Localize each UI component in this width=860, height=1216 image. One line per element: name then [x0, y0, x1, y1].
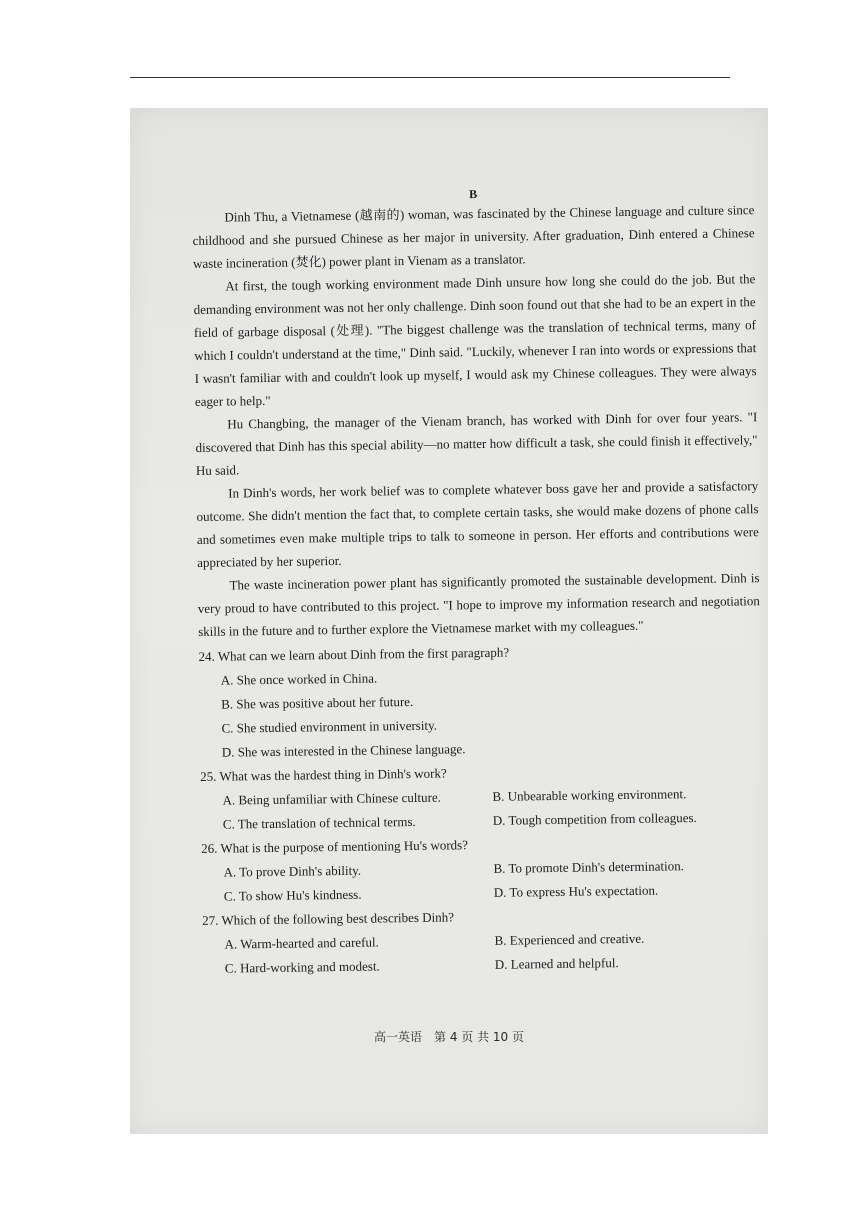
passage-paragraph-3: Hu Changbing, the manager of the Vienam branch, has worked with Dinh for over four years. "I discovered that Dinh has this special ability—no matter how difficult a task, she could finish it effectively," Hu said.	[195, 409, 758, 478]
option-b: B. To promote Dinh's determination.	[493, 858, 684, 876]
passage-paragraph-1: Dinh Thu, a Vietnamese (越南的) woman, was fascinated by the Chinese language and culture since childhood and she pursued Chinese as her major in university. After graduation, Dinh entered a Chinese waste incineration (焚化) power plant in Vienam as a translator.	[192, 202, 755, 271]
question-26	[201, 829, 764, 909]
passage-content	[192, 182, 765, 981]
option-a: A. She once worked in China.	[220, 670, 378, 688]
question-stem: 25. What was the hardest thing in Dinh's work?	[200, 765, 447, 784]
option-d: D. To express Hu's expectation.	[493, 882, 659, 900]
question-27	[202, 901, 765, 981]
exam-page-photo	[130, 108, 768, 1134]
option-d: D. Learned and helpful.	[494, 955, 619, 972]
question-25	[200, 757, 763, 837]
option-b: B. Unbearable working environment.	[492, 786, 687, 804]
option-d: D. Tough competition from colleagues.	[492, 810, 697, 828]
question-list	[198, 637, 765, 981]
option-c: C. She studied environment in university.	[221, 717, 438, 736]
option-a: A. To prove Dinh's ability.	[223, 862, 362, 880]
question-stem: 27. Which of the following best describes Dinh?	[202, 909, 455, 928]
section-label: B	[468, 187, 478, 202]
passage-paragraph-2: At first, the tough working environment made Dinh unsure how long she could do the job. But the demanding environment was not her only challenge. Dinh soon found out that she had to be an expert in the field of garbage disposal (处理). "The biggest challenge was the translation of technical terms, many of which I couldn't understand at the time," Dinh said. "Luckily, whenever I ran into words or expressions that I wasn't familiar with and couldn't look up myself, I would ask my Chinese colleagues. They were always eager to help."	[193, 271, 757, 409]
option-b: B. She was positive about her future.	[221, 693, 414, 712]
option-b: B. Experienced and creative.	[494, 930, 645, 948]
page-footer: 高一英语 第 4 页 共 10 页	[374, 1030, 524, 1044]
question-stem: 26. What is the purpose of mentioning Hu's words?	[201, 837, 469, 856]
question-stem: 24. What can we learn about Dinh from the first paragraph?	[198, 644, 510, 664]
option-c: C. To show Hu's kindness.	[223, 886, 362, 904]
option-a: A. Being unfamiliar with Chinese culture.	[222, 789, 442, 808]
top-divider-line	[130, 77, 730, 78]
question-24	[198, 637, 762, 765]
passage-paragraph-4: In Dinh's words, her work belief was to complete whatever boss gave her and provide a satisfactory outcome. She didn't mention the fact that, to complete certain tasks, she would make dozens of phone calls and sometimes even make multiple trips to talk to someone in person. Her efforts and contributions were appreciated by her superior.	[196, 478, 759, 570]
option-a: A. Warm-hearted and careful.	[224, 934, 379, 952]
option-c: C. The translation of technical terms.	[222, 813, 416, 832]
option-c: C. Hard-working and modest.	[224, 958, 380, 976]
option-d: D. She was interested in the Chinese language.	[221, 741, 466, 760]
passage-paragraph-5: The waste incineration power plant has significantly promoted the sustainable development. Dinh is very proud to have contributed to this project. "I hope to improve my information research and negotiation skills in the future and to further explore the Vietnamese market with my colleagues."	[197, 570, 760, 639]
